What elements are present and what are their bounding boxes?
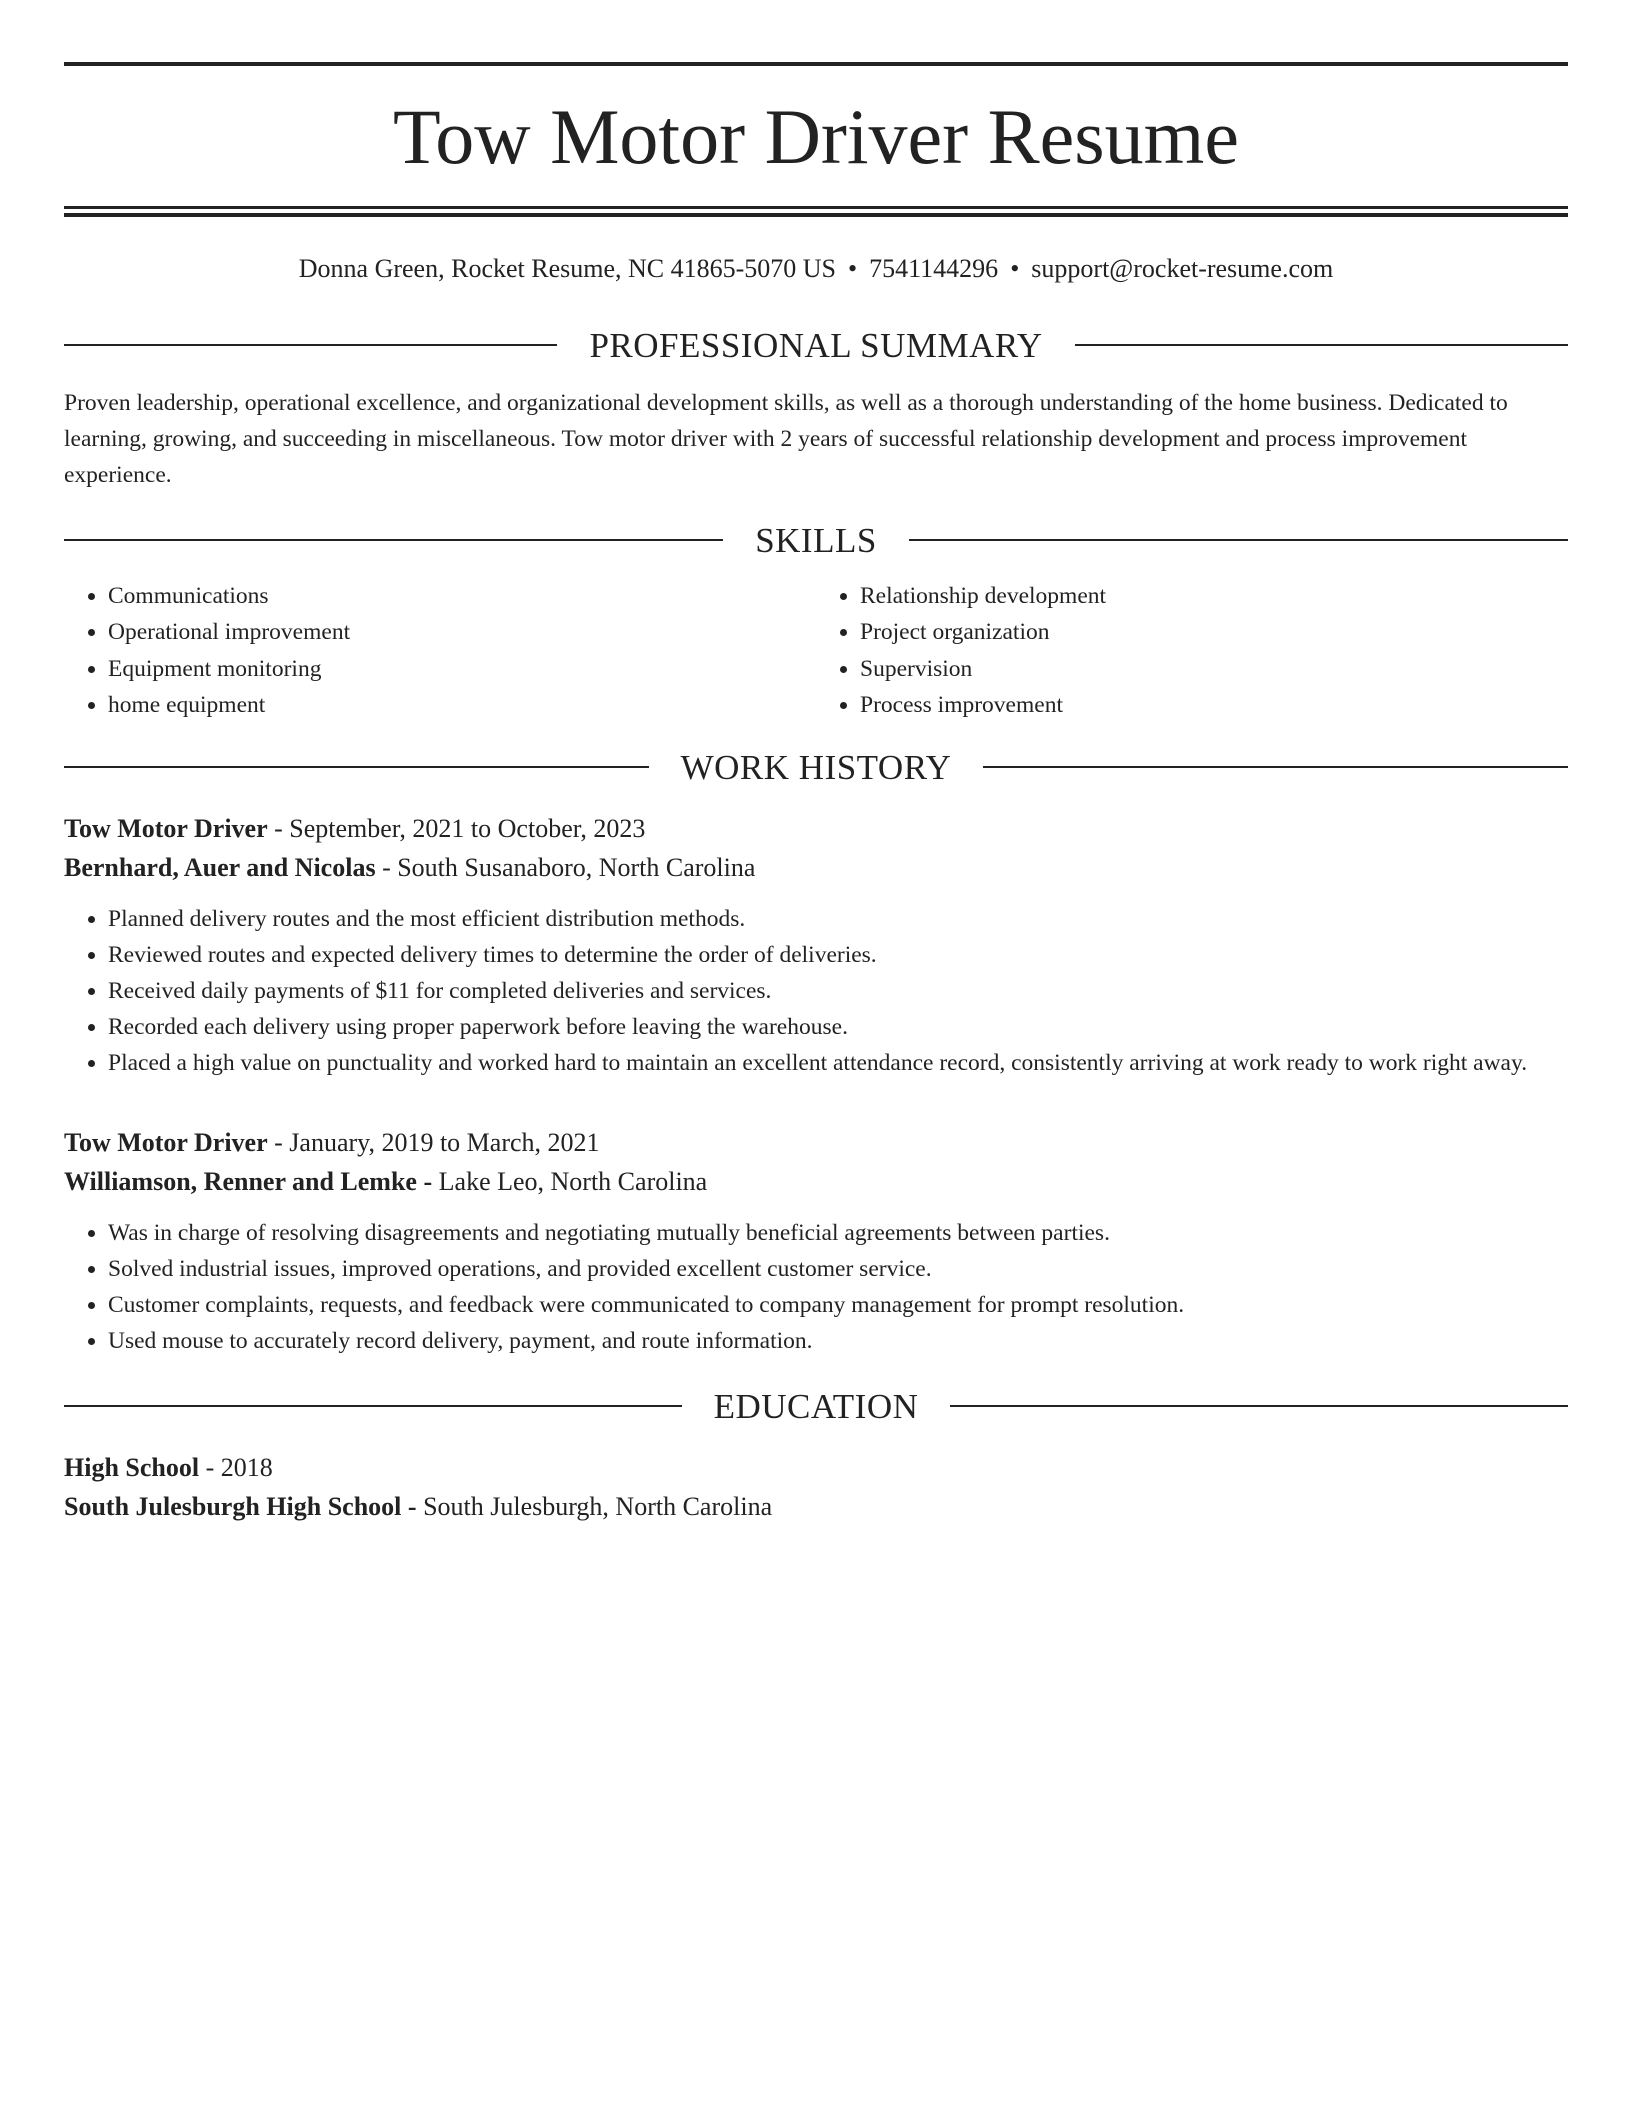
title-double-rule bbox=[64, 206, 1568, 217]
skills-column-right bbox=[816, 578, 1568, 724]
contact-address: Donna Green, Rocket Resume, NC 41865-5070 US bbox=[298, 253, 837, 283]
page-title: Tow Motor Driver Resume bbox=[393, 93, 1239, 180]
skill-item: • home equipment bbox=[108, 687, 816, 724]
section-title-work: WORK HISTORY bbox=[680, 747, 952, 787]
education-degree: High School bbox=[64, 1452, 200, 1482]
section-header-education bbox=[64, 1386, 1568, 1426]
section-rule-left bbox=[64, 344, 557, 346]
job-title-line bbox=[64, 1123, 1568, 1162]
job-bullet: • Was in charge of resolving disagreements and negotiating mutually beneficial agreements between parties. bbox=[108, 1215, 1568, 1251]
job-location: - South Susanaboro, North Carolina bbox=[375, 852, 756, 882]
skill-item: • Communications bbox=[108, 578, 816, 615]
job-bullets bbox=[64, 901, 1568, 1081]
contact-separator: • bbox=[848, 253, 858, 283]
job-title: Tow Motor Driver bbox=[64, 813, 268, 843]
skill-item: • Equipment monitoring bbox=[108, 651, 816, 688]
job-bullet: • Recorded each delivery using proper paperwork before leaving the warehouse. bbox=[108, 1009, 1568, 1045]
section-header-work bbox=[64, 747, 1568, 787]
job-entry bbox=[64, 1123, 1568, 1359]
summary-text: Proven leadership, operational excellence, and organizational development skills, as well as a thorough understanding of the home business. Dedicated to learning, growing, and succeeding in miscellaneous. Tow motor driver with 2 years of successful relationship development and process improvement experience. bbox=[64, 389, 1508, 488]
education-location: South Julesburgh, North Carolina bbox=[416, 1491, 773, 1521]
job-company: Bernhard, Auer and Nicolas bbox=[64, 852, 376, 882]
skill-item: • Project organization bbox=[860, 614, 1568, 651]
section-header-skills bbox=[64, 520, 1568, 560]
job-company-line bbox=[64, 1162, 1568, 1201]
job-bullets bbox=[64, 1215, 1568, 1359]
education-degree-line bbox=[64, 1448, 1568, 1487]
section-rule-right bbox=[909, 539, 1568, 541]
job-bullet: • Customer complaints, requests, and feedback were communicated to company management for prompt resolution. bbox=[108, 1287, 1568, 1323]
section-title-skills: SKILLS bbox=[755, 520, 877, 560]
education-entry bbox=[64, 1448, 1568, 1526]
section-header-summary bbox=[64, 325, 1568, 365]
section-title-education: EDUCATION bbox=[713, 1386, 919, 1426]
section-rule-left bbox=[64, 539, 723, 541]
contact-email: support@rocket-resume.com bbox=[1031, 253, 1334, 283]
section-rule-left bbox=[64, 1405, 682, 1407]
skill-item: • Supervision bbox=[860, 651, 1568, 688]
job-bullet: • Solved industrial issues, improved operations, and provided excellent customer service. bbox=[108, 1251, 1568, 1287]
job-location: Lake Leo, North Carolina bbox=[432, 1166, 708, 1196]
skill-item: • Operational improvement bbox=[108, 614, 816, 651]
education-school-line bbox=[64, 1487, 1568, 1526]
job-bullet: • Reviewed routes and expected delivery times to determine the order of deliveries. bbox=[108, 937, 1568, 973]
job-bullet: • Planned delivery routes and the most efficient distribution methods. bbox=[108, 901, 1568, 937]
resume-page bbox=[64, 0, 1568, 1526]
section-rule-right bbox=[983, 766, 1568, 768]
section-rule-right bbox=[1075, 344, 1568, 346]
top-rule bbox=[64, 62, 1568, 66]
skill-item: • Relationship development bbox=[860, 578, 1568, 615]
job-bullet: • Received daily payments of $11 for completed deliveries and services. bbox=[108, 973, 1568, 1009]
job-company-line bbox=[64, 848, 1568, 887]
job-title-line bbox=[64, 809, 1568, 848]
section-rule-left bbox=[64, 766, 649, 768]
job-title: Tow Motor Driver bbox=[64, 1127, 268, 1157]
education-school: South Julesburgh High School - bbox=[64, 1491, 417, 1521]
skills-column-left bbox=[64, 578, 816, 724]
job-dates: - January, 2019 to March, 2021 bbox=[267, 1127, 600, 1157]
section-title-summary: PROFESSIONAL SUMMARY bbox=[589, 325, 1043, 365]
job-entry bbox=[64, 809, 1568, 1081]
job-bullet: • Placed a high value on punctuality and worked hard to maintain an excellent attendance record, consistently arriving at work ready to work right away. bbox=[108, 1045, 1568, 1081]
section-rule-right bbox=[950, 1405, 1568, 1407]
contact-separator: • bbox=[1010, 253, 1020, 283]
job-dates: - September, 2021 to October, 2023 bbox=[267, 813, 646, 843]
job-bullet: • Used mouse to accurately record delivery, payment, and route information. bbox=[108, 1323, 1568, 1359]
education-year: - 2018 bbox=[199, 1452, 273, 1482]
contact-phone: 7541144296 bbox=[869, 253, 999, 283]
skill-item: • Process improvement bbox=[860, 687, 1568, 724]
skills-list bbox=[64, 578, 1568, 724]
job-company: Williamson, Renner and Lemke - bbox=[64, 1166, 433, 1196]
contact-line bbox=[64, 253, 1568, 284]
